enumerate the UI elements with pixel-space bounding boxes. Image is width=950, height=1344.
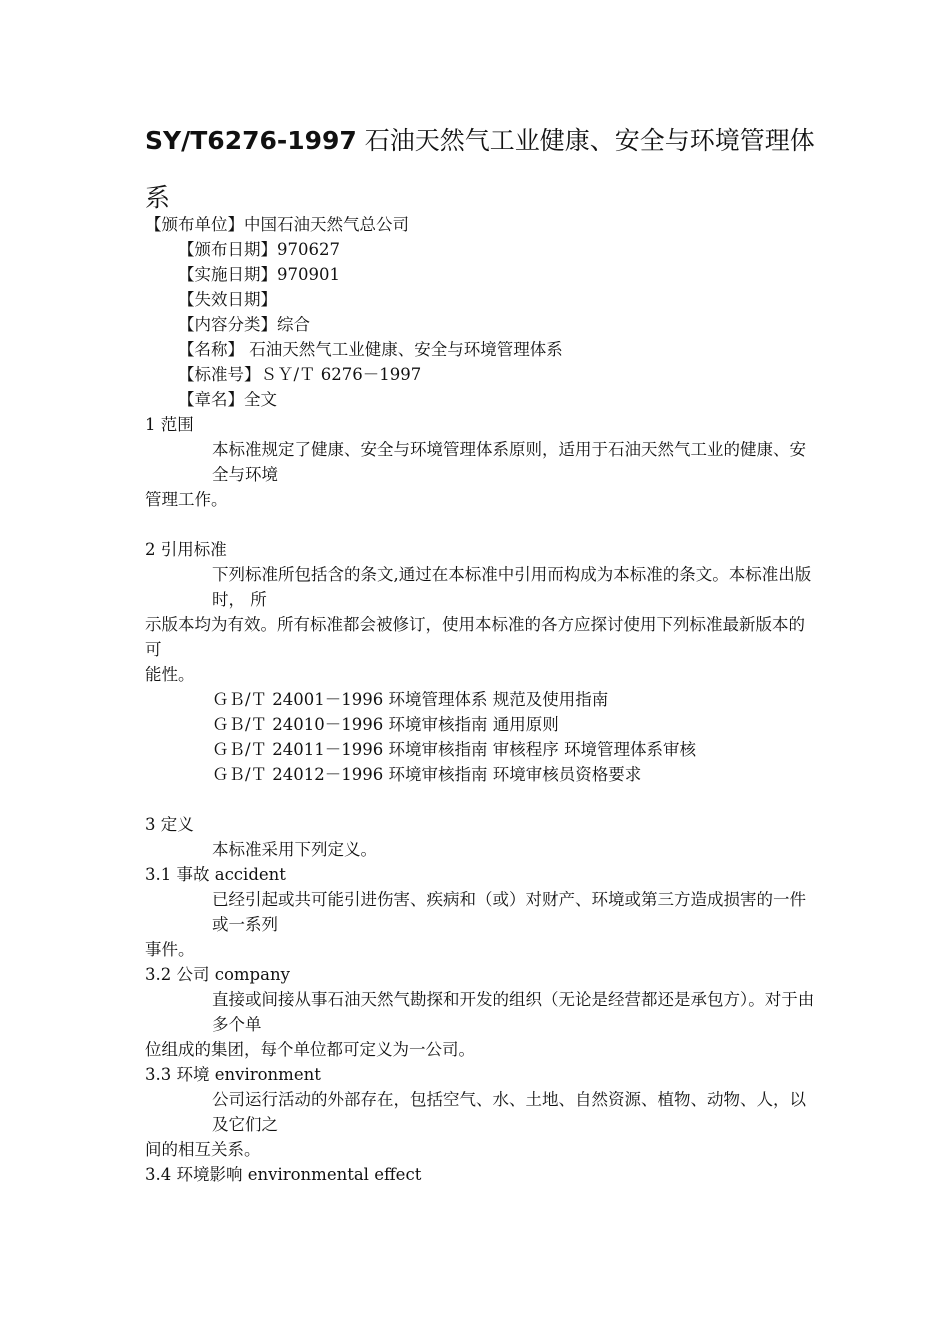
section-2-paragraph-end: 能性。 [145,665,195,684]
title-text: 石油天然气工业健康、安全与环境管理体系 [145,126,815,212]
meta-issue-date: 【颁布日期】970627 [178,240,340,259]
definition-3-4-heading: 3.4 环境影响 environmental effect [145,1165,422,1184]
section-2-heading: 2 引用标准 [145,540,227,559]
document-body [145,212,815,1187]
meta-standard-no: 【标准号】ＳＹ/Ｔ 6276－1997 [178,365,422,384]
reference-item: ＧＢ/Ｔ 24001－1996 环境管理体系 规范及使用指南 [212,690,609,709]
meta-expiry-date: 【失效日期】 [178,290,277,309]
definition-3-3-text: 公司运行活动的外部存在，包括空气、水、土地、自然资源、植物、动物、人，以及它们之 [212,1090,806,1134]
meta-chapter: 【章名】全文 [178,390,277,409]
standard-code: SY/T6276-1997 [145,126,357,155]
definition-3-1-heading: 3.1 事故 accident [145,865,286,884]
definition-3-1-text: 已经引起或共可能引进伤害、疾病和（或）对财产、环境或第三方造成损害的一件或一系列 [212,890,806,934]
section-1-heading: 1 范围 [145,415,194,434]
spacer [145,512,815,537]
reference-item: ＧＢ/Ｔ 24012－1996 环境审核指南 环境审核员资格要求 [212,765,642,784]
reference-item: ＧＢ/Ｔ 24010－1996 环境审核指南 通用原则 [212,715,559,734]
spacer [145,787,815,812]
section-3-intro: 本标准采用下列定义。 [212,840,377,859]
document-title [145,112,825,226]
meta-category: 【内容分类】综合 [178,315,310,334]
section-2-paragraph-cont: 示版本均为有效。所有标准都会被修订，使用本标准的各方应探讨使用下列标准最新版本的可 [145,615,805,659]
section-2-paragraph: 下列标准所包括含的条文,通过在本标准中引用而构成为本标准的条文。本标准出版时， 所 [212,565,812,609]
definition-3-2-text-cont: 位组成的集团，每个单位都可定义为一公司。 [145,1040,475,1059]
definition-3-2-heading: 3.2 公司 company [145,965,290,984]
definition-3-2-text: 直接或间接从事石油天然气勘探和开发的组织（无论是经营都还是承包方）。对于由多个单 [212,990,815,1034]
meta-effective-date: 【实施日期】970901 [178,265,340,284]
reference-item: ＧＢ/Ｔ 24011－1996 环境审核指南 审核程序 环境管理体系审核 [212,740,697,759]
definition-3-3-text-cont: 间的相互关系。 [145,1140,261,1159]
definition-3-1-text-cont: 事件。 [145,940,195,959]
meta-issuer: 【颁布单位】中国石油天然气总公司 [145,215,409,234]
section-3-heading: 3 定义 [145,815,194,834]
definition-3-3-heading: 3.3 环境 environment [145,1065,321,1084]
section-1-paragraph: 本标准规定了健康、安全与环境管理体系原则，适用于石油天然气工业的健康、安全与环境 [212,440,806,484]
section-1-paragraph-cont: 管理工作。 [145,490,228,509]
meta-name: 【名称】 石油天然气工业健康、安全与环境管理体系 [178,340,563,359]
